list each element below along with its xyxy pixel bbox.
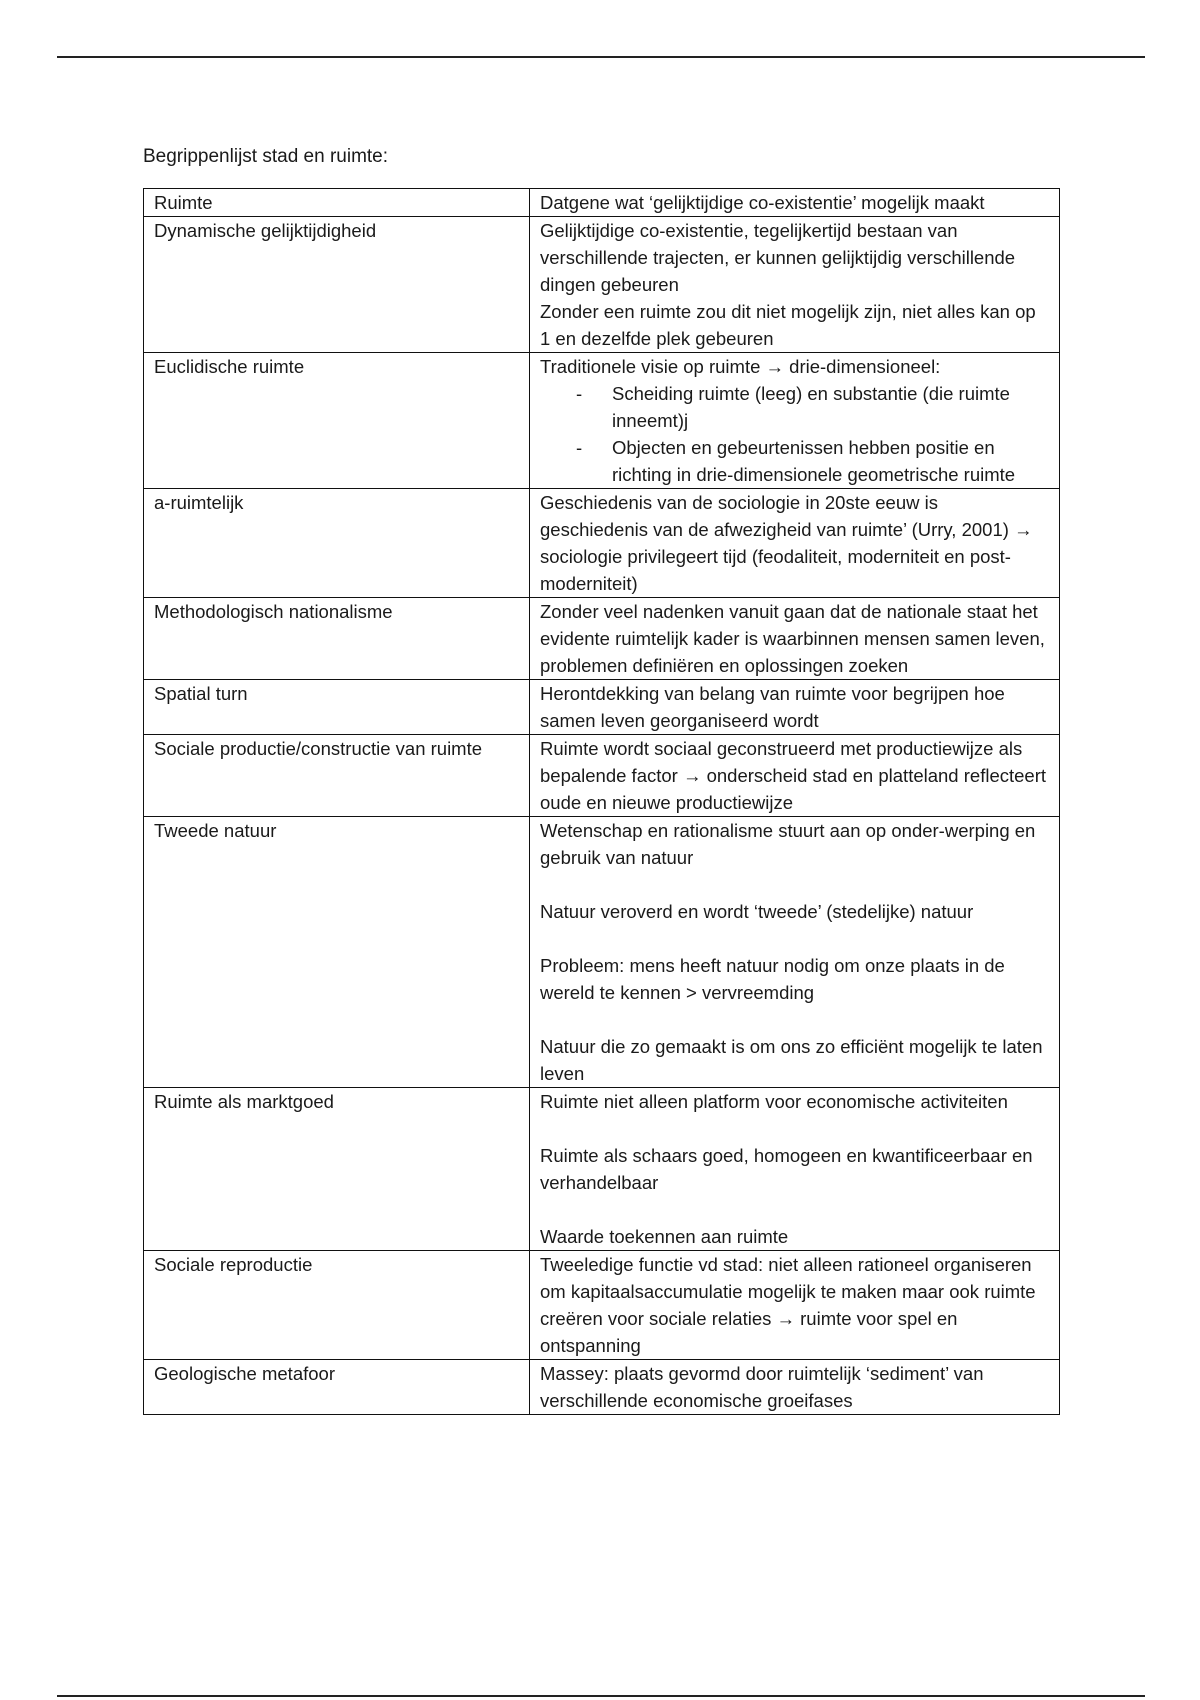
- definition-paragraph: Gelijktijdige co-existentie, tegelijkertijd bestaan van verschillende trajecten, er kunnen gelijktijdig verschillende dingen gebeuren: [540, 220, 1016, 295]
- glossary-table: [143, 188, 1060, 1415]
- page-title: Begrippenlijst stad en ruimte:: [143, 146, 389, 167]
- definition-paragraph: Ruimte niet alleen platform voor economische activiteiten: [540, 1091, 1008, 1112]
- term-cell: Dynamische gelijktijdigheid: [144, 217, 530, 353]
- term-cell: Methodologisch nationalisme: [144, 598, 530, 680]
- table-row: [144, 1360, 1060, 1415]
- definition-paragraph: Zonder een ruimte zou dit niet mogelijk zijn, niet alles kan op 1 en dezelfde plek gebeuren: [540, 301, 1036, 349]
- definition-cell: Geschiedenis van de sociologie in 20ste eeuw is geschiedenis van de afwezigheid van ruimte’ (Urry, 2001) → sociologie privilegeert tijd (feodaliteit, moderniteit en post-moderniteit): [530, 489, 1060, 598]
- table-row: [144, 735, 1060, 817]
- definition-cell: Tweeledige functie vd stad: niet alleen rationeel organiseren om kapitaalsaccumulatie mogelijk te maken maar ook ruimte creëren voor sociale relaties → ruimte voor spel en ontspanning: [530, 1251, 1060, 1360]
- definition-cell: [530, 817, 1060, 1088]
- term-cell: a-ruimtelijk: [144, 489, 530, 598]
- footer-rule: [57, 1695, 1145, 1697]
- list-item: - Objecten en gebeurtenissen hebben positie en richting in drie-dimensionele geometrische ruimte: [540, 434, 1049, 488]
- table-row: [144, 217, 1060, 353]
- term-cell: Geologische metafoor: [144, 1360, 530, 1415]
- term-cell: Sociale reproductie: [144, 1251, 530, 1360]
- definition-paragraph: Natuur veroverd en wordt ‘tweede’ (stedelijke) natuur: [540, 901, 974, 922]
- definition-cell: Ruimte wordt sociaal geconstrueerd met productiewijze als bepalende factor → onderscheid stad en platteland reflecteert oude en nieuwe productiewijze: [530, 735, 1060, 817]
- definition-paragraph: Natuur die zo gemaakt is om ons zo efficiënt mogelijk te laten leven: [540, 1036, 1043, 1084]
- definition-cell: Herontdekking van belang van ruimte voor begrijpen hoe samen leven georganiseerd wordt: [530, 680, 1060, 735]
- definition-paragraph: Waarde toekennen aan ruimte: [540, 1226, 789, 1247]
- term-cell: Ruimte als marktgoed: [144, 1088, 530, 1251]
- definition-paragraph: Traditionele visie op ruimte → drie-dimensioneel:: [540, 356, 941, 377]
- term-cell: Ruimte: [144, 189, 530, 217]
- table-row: [144, 353, 1060, 489]
- table-row: [144, 1088, 1060, 1251]
- table-row: [144, 598, 1060, 680]
- definition-cell: [530, 353, 1060, 489]
- table-row: [144, 680, 1060, 735]
- term-cell: Tweede natuur: [144, 817, 530, 1088]
- header-rule: [57, 56, 1145, 58]
- definition-cell: Zonder veel nadenken vanuit gaan dat de nationale staat het evidente ruimtelijk kader is waarbinnen mensen samen leven, problemen definiëren en oplossingen zoeken: [530, 598, 1060, 680]
- table-row: [144, 489, 1060, 598]
- term-cell: Sociale productie/constructie van ruimte: [144, 735, 530, 817]
- term-cell: Euclidische ruimte: [144, 353, 530, 489]
- table-row: [144, 817, 1060, 1088]
- definition-cell: Datgene wat ‘gelijktijdige co-existentie’ mogelijk maakt: [530, 189, 1060, 217]
- list-item: - Scheiding ruimte (leeg) en substantie (die ruimte inneemt)j: [540, 380, 1049, 434]
- definition-cell: [530, 217, 1060, 353]
- definition-cell: [530, 1088, 1060, 1251]
- definition-paragraph: Probleem: mens heeft natuur nodig om onze plaats in de wereld te kennen > vervreemding: [540, 955, 1005, 1003]
- definition-paragraph: Wetenschap en rationalisme stuurt aan op onder-werping en gebruik van natuur: [540, 820, 1036, 868]
- term-cell: Spatial turn: [144, 680, 530, 735]
- definition-paragraph: Ruimte als schaars goed, homogeen en kwantificeerbaar en verhandelbaar: [540, 1145, 1033, 1193]
- bullet-list: [540, 380, 1049, 488]
- definition-cell: Massey: plaats gevormd door ruimtelijk ‘sediment’ van verschillende economische groeifases: [530, 1360, 1060, 1415]
- table-row: [144, 1251, 1060, 1360]
- table-row: [144, 189, 1060, 217]
